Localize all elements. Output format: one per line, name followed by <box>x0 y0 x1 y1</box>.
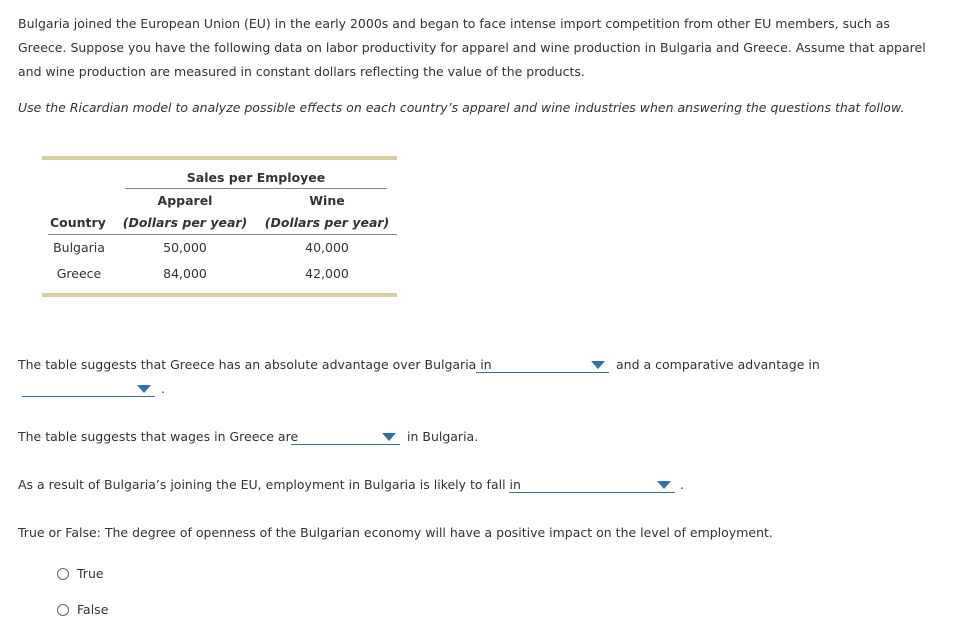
q1-text-before: The table suggests that Greece has an absolute advantage over Bulgaria in <box>18 357 492 372</box>
table-group-header: Sales per Employee <box>186 170 326 185</box>
false-option[interactable] <box>57 602 108 617</box>
true-option-label: True <box>77 566 104 581</box>
chevron-down-icon <box>137 385 151 393</box>
radio-button[interactable] <box>57 604 69 616</box>
col-header-wine-unit: (Dollars per year) <box>264 215 390 230</box>
table-bottom-rule <box>42 293 397 297</box>
q3-text-after: . <box>680 477 684 492</box>
col-header-apparel-unit: (Dollars per year) <box>122 215 248 230</box>
table-cell-country: Greece <box>56 266 102 281</box>
header-underline <box>48 234 397 235</box>
table-cell-wine: 40,000 <box>305 240 349 255</box>
table-cell-wine: 42,000 <box>305 266 349 281</box>
col-header-apparel: Apparel <box>157 193 213 208</box>
q2-text-before: The table suggests that wages in Greece are <box>18 429 299 444</box>
radio-button[interactable] <box>57 568 69 580</box>
table-cell-apparel: 84,000 <box>163 266 207 281</box>
absolute-advantage-dropdown[interactable] <box>476 358 609 373</box>
false-option-label: False <box>77 602 109 617</box>
group-header-underline <box>125 188 387 189</box>
chevron-down-icon <box>657 481 671 489</box>
q2-text-after: in Bulgaria. <box>407 429 479 444</box>
true-option[interactable] <box>57 566 104 581</box>
chevron-down-icon <box>591 361 605 369</box>
intro-paragraph: Bulgaria joined the European Union (EU) in the early 2000s and began to face intense import competition from other EU members, such as Greece. Suppose you have the following data on labor productivity for apparel and wine production in Bulgaria and Greece. Assume that apparel and wine production are measured in constant dollars reflecting the value of the products. <box>18 16 926 79</box>
q3-text-before: As a result of Bulgaria’s joining the EU, employment in Bulgaria is likely to fall in <box>18 477 521 492</box>
chevron-down-icon <box>382 433 396 441</box>
col-header-wine: Wine <box>309 193 345 208</box>
q4-text: True or False: The degree of openness of the Bulgarian economy will have a positive impact on the level of employment. <box>18 525 773 540</box>
comparative-advantage-dropdown[interactable] <box>22 382 155 397</box>
table-cell-country: Bulgaria <box>53 240 105 255</box>
table-top-rule <box>42 156 397 160</box>
table-cell-apparel: 50,000 <box>163 240 207 255</box>
instruction-paragraph: Use the Ricardian model to analyze possible effects on each country’s apparel and wine industries when answering the questions that follow. <box>18 100 905 115</box>
q1-text-middle: and a comparative advantage in <box>616 357 820 372</box>
wages-comparison-dropdown[interactable] <box>291 430 400 445</box>
col-header-country: Country <box>50 215 106 230</box>
employment-fall-dropdown[interactable] <box>509 478 675 493</box>
q1-text-end: . <box>161 381 165 396</box>
